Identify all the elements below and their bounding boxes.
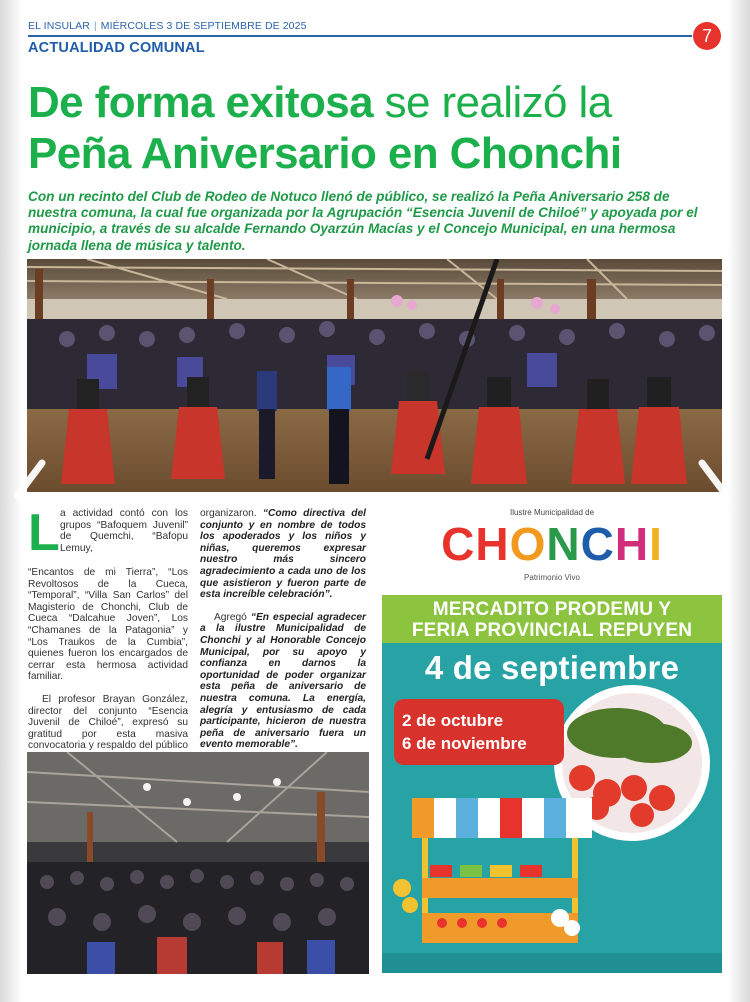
masthead-separator: |	[93, 20, 97, 32]
headline	[28, 77, 728, 179]
body-col1	[28, 567, 188, 764]
masthead-paper: EL INSULAR	[28, 20, 90, 32]
advert-date-main: 4 de septiembre	[424, 649, 680, 686]
photo-hall-crowd	[27, 752, 369, 974]
advert-date-2: 2 de octubre	[402, 711, 504, 730]
body-col2-p1-plain: organizaron.	[200, 508, 263, 519]
advert-date-3: 6 de noviembre	[402, 734, 527, 753]
masthead	[28, 20, 307, 32]
headline-bold-2: Peña Aniversario en Chonchi	[28, 129, 622, 178]
advert-subtitle: Patrimonio Vivo	[524, 573, 580, 582]
section-title: ACTUALIDAD COMUNAL	[28, 40, 205, 56]
headline-light: se realizó la	[372, 78, 612, 127]
masthead-date: MIÉRCOLES 3 DE SEPTIEMBRE DE 2025	[100, 20, 307, 32]
page-number-badge: 7	[693, 22, 721, 50]
advert-banner	[382, 599, 722, 641]
body-col1-p2: El profesor Brayan González, director del conjunto “Esencia Juvenil de Chiloé”, expresó su gratitud por esta masiva convocatoria y respaldo del público	[28, 693, 188, 752]
body-col1-cont: “Encantos de mi Tierra”, “Los Revoltosos de la Cueca, “Temporal”, “Villa San Carlos” del Magisterio de Chonchi, Club de Cueca “Dalcahue Joven”, Los “Chamanes de la Patagonia” y “Los Traukos de la Cumbia”, quienes fueron los encargados de cerrar esta hermosa actividad familiar.	[28, 567, 188, 683]
advert-chonchi	[382, 503, 722, 973]
main-photo-dancers	[27, 259, 722, 492]
dropcap-letter: L	[28, 504, 60, 562]
body-col2	[200, 508, 366, 751]
body-col1-top: a actividad contó con los grupos “Bafoquem Juvenil” de Quemchi, “Bafopu Lemuy,	[60, 508, 188, 554]
header-rule	[28, 35, 692, 37]
body-col2-p2-plain: Agregó	[214, 611, 251, 623]
headline-bold-1: De forma exitosa	[28, 78, 373, 127]
advert-banner-line1: MERCADITO PRODEMU Y	[432, 599, 672, 620]
advert-dates	[402, 709, 562, 755]
advert-title: CHONCHI	[441, 518, 663, 570]
advert-banner-line2: FERIA PROVINCIAL REPUYEN	[411, 620, 693, 641]
body-col2-p2-quote: “En especial agradecer a la ilustre Municipalidad de Chonchi y al Honorable Concejo Municipal, por su apoyo y confianza en darnos la oportunidad de poder organizar esta peña de aniversario de nuestra comuna. La energía, alegría y entusiasmo de cada participante, hicieron de nuestra peña de aniversario fuera un evento memorable”.	[200, 611, 366, 751]
lead-paragraph: Con un recinto del Club de Rodeo de Notuco llenó de público, se realizó la Peña Aniversario 258 de nuestra comuna, la cual fue organizada por la Agrupación “Esencia Juvenil de Chiloé” y apoyada por el municipio, a través de su alcalde Fernando Oyarzún Macías y el Concejo Municipal, en una hermosa jornada llena de música y talento.	[28, 189, 698, 253]
advert-municipality: Ilustre Municipalidad de	[509, 508, 595, 517]
body-col2-p1-quote: “Como directiva del conjunto y en nombre de todos los apoderados y los niños y niñas, queremos expresar nuestro más sincero agradecimiento a cada uno de los que asistieron y fueron parte de esta increíble celebración”.	[200, 508, 366, 601]
